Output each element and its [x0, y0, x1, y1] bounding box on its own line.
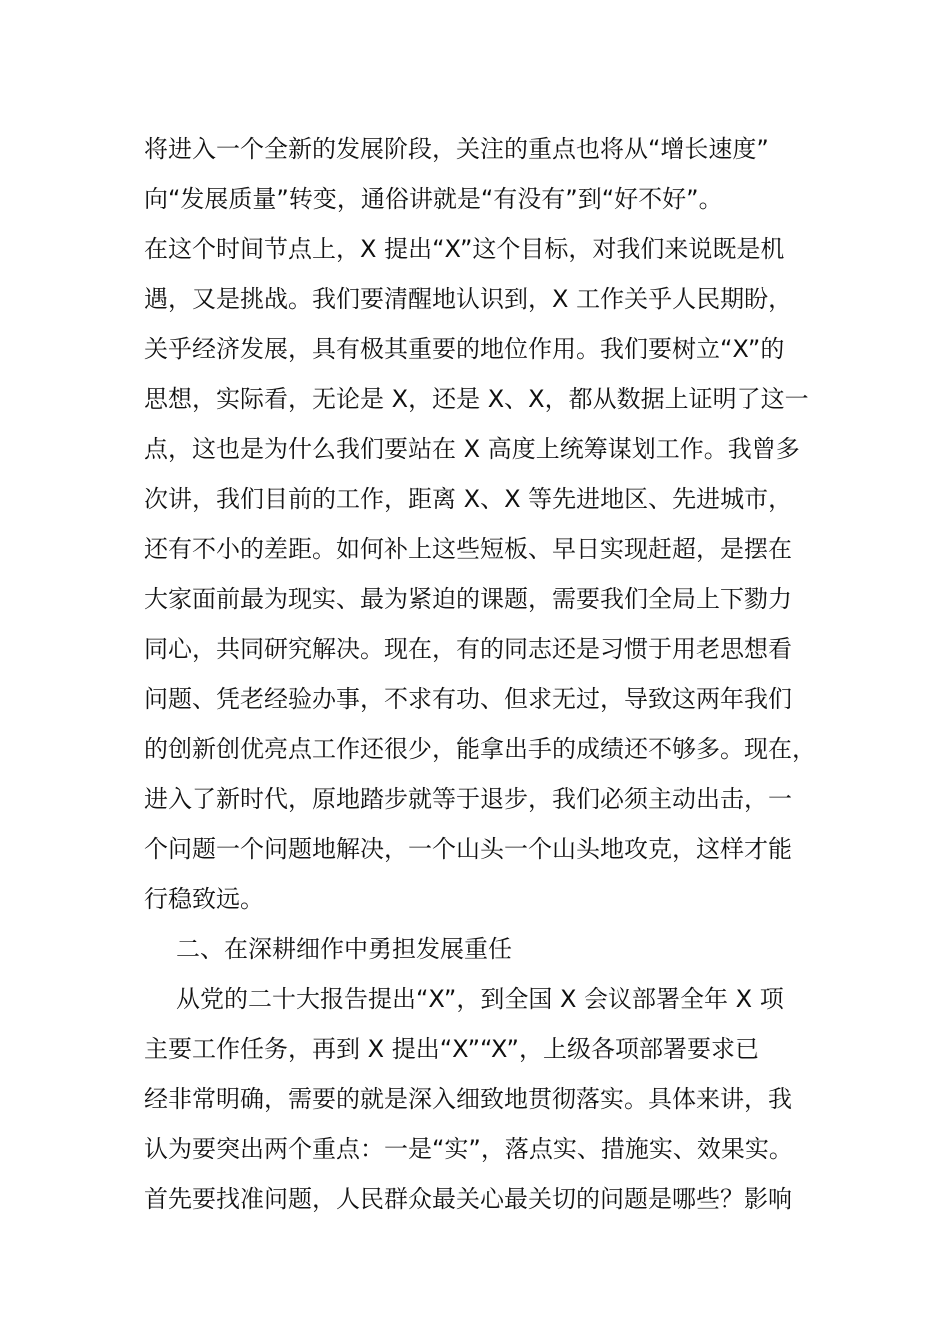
body-text-line: 进入了新时代，原地踏步就等于退步，我们必须主动出击，一	[144, 785, 792, 813]
body-text-line: 大家面前最为现实、最为紧迫的课题，需要我们全局上下勠力	[144, 585, 792, 613]
body-text-line: 个问题一个问题地解决，一个山头一个山头地攻克，这样才能	[144, 835, 792, 863]
section-heading: 二、在深耕细作中勇担发展重任	[176, 935, 512, 963]
body-text-line: 向“发展质量”转变，通俗讲就是“有没有”到“好不好”。	[144, 185, 723, 213]
body-text-line: 经非常明确，需要的就是深入细致地贯彻落实。具体来讲，我	[144, 1085, 792, 1113]
body-text-line: 还有不小的差距。如何补上这些短板、早日实现赶超，是摆在	[144, 535, 792, 563]
body-text-line: 思想，实际看，无论是 X，还是 X、X，都从数据上证明了这一	[144, 385, 809, 413]
body-text-line: 问题、凭老经验办事，不求有功、但求无过，导致这两年我们	[144, 685, 792, 713]
body-text-line: 关乎经济发展，具有极其重要的地位作用。我们要树立“X”的	[144, 335, 785, 363]
body-text-line: 主要工作任务，再到 X 提出“X”“X”，上级各项部署要求已	[144, 1035, 759, 1063]
body-text-line: 遇，又是挑战。我们要清醒地认识到，X 工作关乎人民期盼，	[144, 285, 793, 313]
body-text-line: 次讲，我们目前的工作，距离 X、X 等先进地区、先进城市，	[144, 485, 793, 513]
body-text-line: 同心，共同研究解决。现在，有的同志还是习惯于用老思想看	[144, 635, 792, 663]
body-text-line: 在这个时间节点上，X 提出“X”这个目标，对我们来说既是机	[144, 235, 785, 263]
body-text-line: 行稳致远。	[144, 885, 264, 913]
body-text-line: 将进入一个全新的发展阶段，关注的重点也将从“增长速度”	[144, 135, 769, 163]
body-text-line: 首先要找准问题，人民群众最关心最关切的问题是哪些？影响	[144, 1185, 792, 1213]
body-text-line: 从党的二十大报告提出“X”，到全国 X 会议部署全年 X 项	[176, 985, 784, 1013]
body-text-line: 的创新创优亮点工作还很少，能拿出手的成绩还不够多。现在，	[144, 735, 816, 763]
body-text-line: 认为要突出两个重点：一是“实”，落点实、措施实、效果实。	[144, 1135, 793, 1163]
body-text-line: 点，这也是为什么我们要站在 X 高度上统筹谋划工作。我曾多	[144, 435, 800, 463]
